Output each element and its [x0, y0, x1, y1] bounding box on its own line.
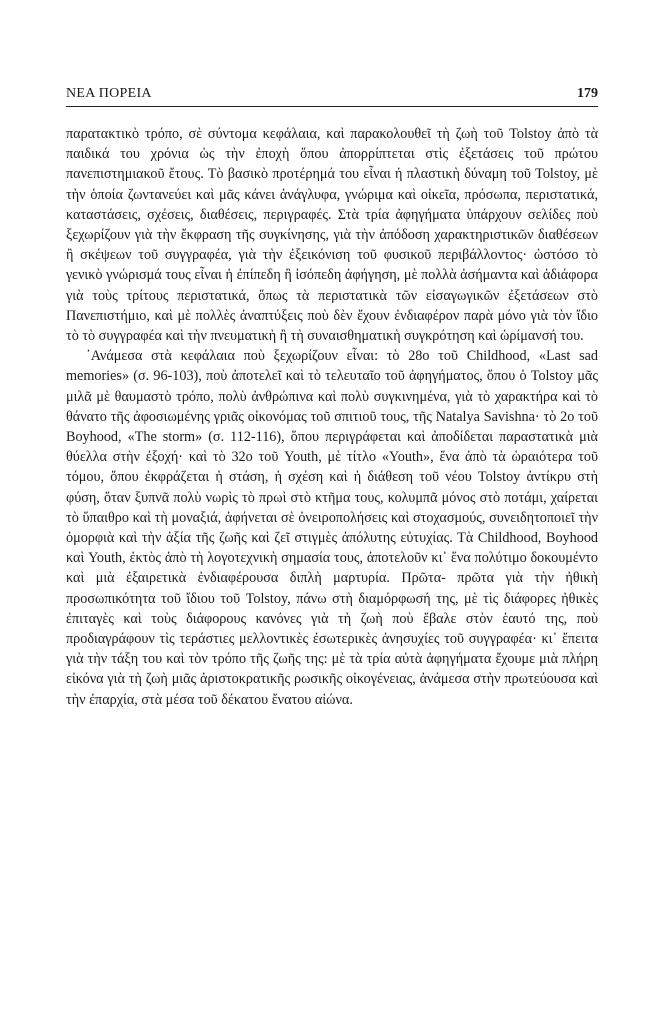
page-number: 179 — [577, 86, 598, 101]
paragraph-2: ᾿Ανάμεσα στὰ κεφάλαια ποὺ ξεχωρίζουν εἶναι: τὸ 28ο τοῦ Childhood, «Last sad memories» (σ. 96-103), ποὺ ἀποτελεῖ καὶ τὸ τελευταῖο τοῦ ἀφηγήματος, ὅπου ὁ Tolstoy μᾶς μιλᾶ μὲ θαυμαστὸ τρόπο, πολὺ ἀνθρώπινα καὶ πολὺ συγκινημένα, γιὰ τὸ χαρακτήρα καὶ τὸ θάνατο τῆς ἀφοσιωμένης γριᾶς οἰκονόμας τοῦ σπιτιοῦ τους, τῆς Natalya Savishna· τὸ 2ο τοῦ Boyhood, «The storm» (σ. 112-116), ὅπου περιγράφεται καὶ ἀποδίδεται παραστατικὰ μιὰ θύελλα στὴν ἐξοχή· καὶ τὸ 32ο τοῦ Youth, μὲ τίτλο «Youth», ἕνα ἀπὸ τὰ ὡραιότερα τοῦ τόμου, ὅπου ἐκφράζεται ἡ στάση, ἡ σχέση καὶ ἡ διάθεση τοῦ νέου Tolstoy ἀντίκρυ στὴ φύση, ὅταν ξυπνᾶ πολὺ νωρὶς τὸ πρωὶ στὸ κτῆμα τους, κολυμπᾶ μόνος στὸ ποτάμι, χαίρεται τὸ ὕπαιθρο καὶ τὴ μοναξιά, ἀφήνεται σὲ ὀνειροπολήσεις καὶ στοχασμούς, συνειδητοποιεῖ τὴν ὀμορφιὰ καὶ τὴν ἀξία τῆς ζωῆς καὶ ζεῖ στιγμὲς ἀπόλυτης εὐτυχίας. Τὰ Childhood, Boyhood καὶ Youth, ἐκτὸς ἀπὸ τὴ λογοτεχνικὴ σημασία τους, ἀποτελοῦν κι᾿ ἕνα πολύτιμο δοκουμέντο καὶ μιὰ ἐξαιρετικὰ ἐνδιαφέρουσα διπλὴ μαρτυρία. Πρῶτα- πρῶτα γιὰ τὴν ἠθικὴ προσωπικότητα τοῦ ἴδιου τοῦ Tolstoy, πάνω στὴ διαμόρφωσή της, μὲ τὶς διάφορες ἠθικὲς ἐπιταγὲς καὶ τοὺς διάφορους κανόνες γιὰ τὴ ζωὴ ποὺ ἔβαλε στὸν ἑαυτό της, ποὺ προδιαγράφουν τὶς τεράστιες μελλοντικὲς ἐσωτερικὲς ἀνησυχίες τοῦ συγγραφέα· κι᾿ ἔπειτα γιὰ τὴν τάξη του καὶ τὸν τρόπο τῆς ζωῆς της: μὲ τὰ τρία αὐτὰ ἀφηγήματα ἔχουμε μιὰ πλήρη εἰκόνα γιὰ τὴ ζωὴ μιᾶς ἀριστοκρατικῆς ρωσικῆς οἰκογένειας, ἀνάμεσα στὴν πρωτεύουσα καὶ τὴν ἐπαρχία, στὰ μέσα τοῦ δέκατου ἔνατου αἰώνα. — [66, 348, 598, 708]
body-text — [66, 124, 598, 710]
running-head: ΝΕΑ ΠΟΡΕΙΑ — [66, 86, 152, 101]
header-rule — [66, 106, 598, 107]
page-header — [66, 86, 598, 104]
paragraph-1: παρατακτικὸ τρόπο, σὲ σύντομα κεφάλαια, καὶ παρακολουθεῖ τὴ ζωὴ τοῦ Tolstoy ἀπὸ τὰ παιδικά του χρόνια ὡς τὴν ἐποχὴ ὅπου ἀπορρίπτεται στὶς ἐξετάσεις τοῦ πρώτου πανεπιστημιακοῦ ἔτους. Τὸ βασικὸ προτέρημά του εἶναι ἡ πλαστικὴ δύναμη τοῦ Tolstoy, μὲ τὴν ὁποία ζωντανεύει καὶ μᾶς κάνει ἀνάγλυφα, γνώριμα καὶ οἰκεῖα, πρόσωπα, περιστατικά, καταστάσεις, σχέσεις, διαθέσεις, περιγραφές. Στὰ τρία ἀφηγήματα ὑπάρχουν σελίδες ποὺ ξεχωρίζουν γιὰ τὴν ἔκφραση τῆς συγκίνησης, γιὰ τὴν ἀπόδοση χαρακτηριστικῶν διαθέσεων ἢ σκέψεων τοῦ συγγραφέα, γιὰ τὴν ἐξεικόνιση τοῦ φυσικοῦ περιβάλλοντος· ὡστόσο τὸ γενικὸ γνώρισμά τους εἶναι ἡ ἐπίπεδη ἢ ἰσόπεδη ἀφήγηση, μὲ πολλὰ ἀσήμαντα καὶ ἀδιάφορα γιὰ τοὺς τρίτους περιστατικά, ὅπως τὰ περιστατικὰ τῶν εἰσαγωγικῶν ἐξετάσεων στὸ Πανεπιστήμιο, καὶ μὲ πολλὲς ἀναπτύξεις ποὺ δὲν ἔχουν ἐνδιαφέρον παρὰ μόνο γιὰ τὸν ἴδιο τὸ τὸ συγγραφέα καὶ τὴν πνευματικὴ ἢ τὴ συναισθηματικὴ συγκρότηση καὶ ὡρίμανσή του. — [66, 126, 598, 345]
